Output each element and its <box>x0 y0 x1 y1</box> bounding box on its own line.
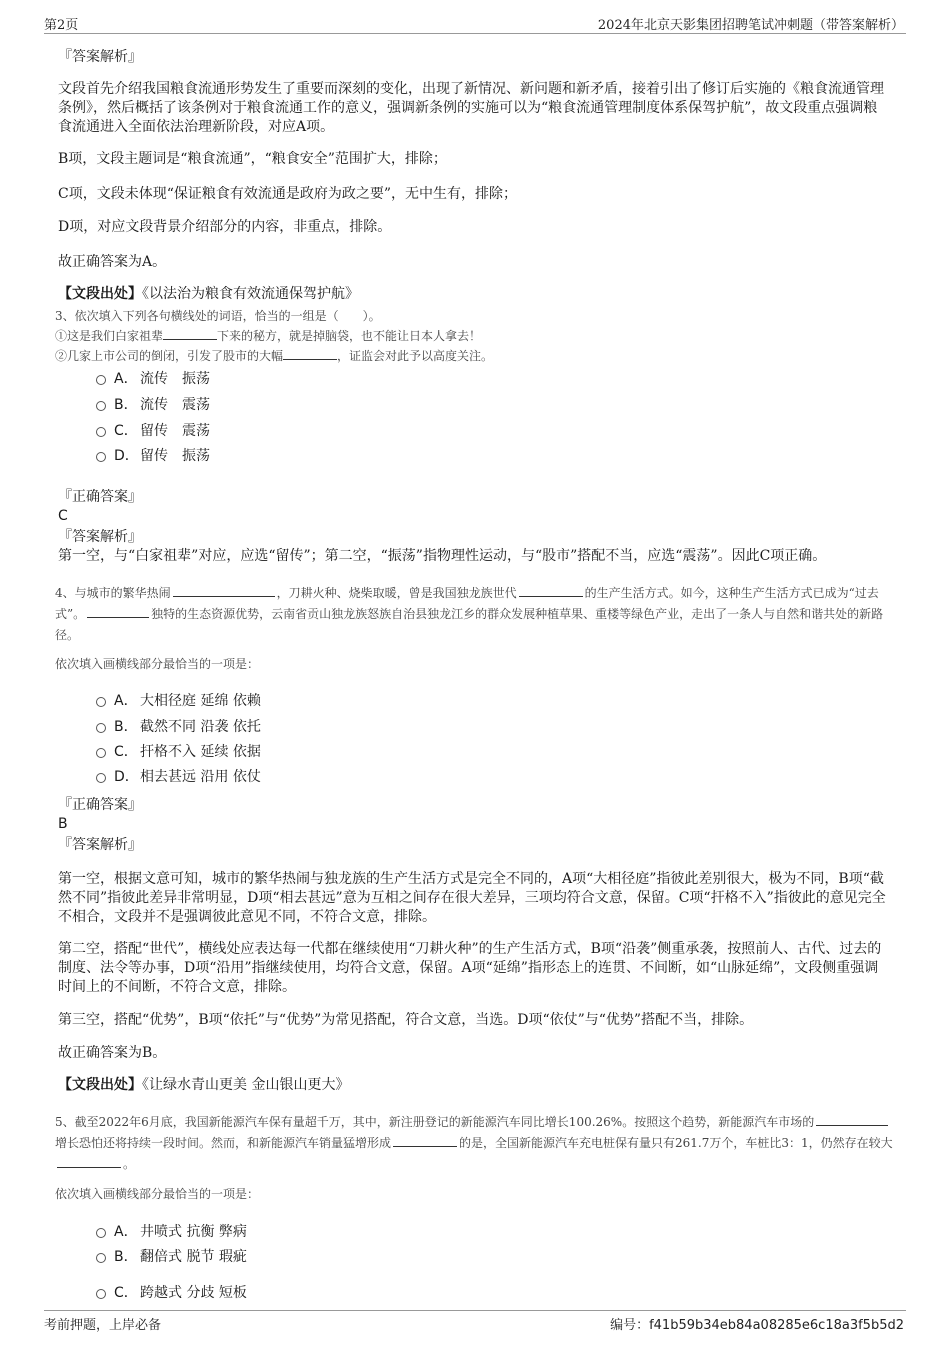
document-title: 2024年北京天影集团招聘笔试冲刺题（带答案解析） <box>597 18 904 33</box>
option-text: 相去甚远 沿用 依仗 <box>140 769 261 785</box>
option-a[interactable] <box>96 1223 247 1241</box>
question-instruction: 依次填入画横线部分最恰当的一项是： <box>55 657 260 671</box>
radio-button[interactable] <box>96 773 106 783</box>
option-text: 流传 振荡 <box>140 371 210 387</box>
option-text: 井喷式 抗衡 弊病 <box>140 1224 247 1240</box>
radio-button[interactable] <box>96 375 106 385</box>
analysis-paragraph: 文段首先介绍我国粮食流通形势发生了重要而深刻的变化，出现了新情况、新问题和新矛盾，接着引出了修订后实施的《粮食流通管理条例》，然后概括了该条例对于粮食流通工作的意义，强调新条例的实施可以为“粮食流通管理制度体系保驾护航”，故文段重点强调粮食流通进入全面依法治理新阶段，对应A项。 <box>58 81 884 135</box>
correct-answer: B <box>58 816 68 832</box>
analysis-label: 『答案解析』 <box>58 837 142 853</box>
option-c[interactable] <box>96 1284 247 1302</box>
header-divider <box>44 33 906 34</box>
option-letter: C． <box>114 744 138 760</box>
source-title: 《让绿水青山更美 金山银山更大》 <box>142 1077 350 1093</box>
conclusion: 故正确答案为A。 <box>58 254 167 270</box>
option-text: 留传 震荡 <box>140 423 210 439</box>
fill-blank <box>519 584 583 597</box>
analysis-paragraph: C项，文段未体现“保证粮食有效流通是政府为政之要”，无中生有，排除； <box>58 186 518 202</box>
stem-part: 独特的生态资源优势，云南省贡山独龙族怒族自治县独龙江乡的群众发展种植草果、重楼等绿色产业，走出了一条人与自然和谐共处的新路径。 <box>55 607 884 642</box>
option-a[interactable] <box>96 370 210 388</box>
source-label: 【文段出处】 <box>58 1077 142 1093</box>
option-d[interactable] <box>96 447 210 465</box>
option-text: 跨越式 分歧 短板 <box>140 1285 247 1301</box>
option-letter: A． <box>114 1224 138 1240</box>
question-stem: 3、依次填入下列各句横线处的词语，恰当的一组是（ ）。 <box>55 309 381 323</box>
fill-blank <box>816 1113 888 1126</box>
stem-part: ，刀耕火种、烧柴取暖，曾是我国独龙族世代 <box>276 586 517 600</box>
option-letter: B． <box>114 1249 138 1265</box>
option-b[interactable] <box>96 396 210 414</box>
option-d[interactable] <box>96 768 261 786</box>
option-text: 大相径庭 延绵 依赖 <box>140 693 261 709</box>
radio-button[interactable] <box>96 697 106 707</box>
radio-button[interactable] <box>96 723 106 733</box>
option-letter: D． <box>114 769 139 785</box>
analysis-paragraph: D项，对应文段背景介绍部分的内容，非重点，排除。 <box>58 219 392 235</box>
question-sentence <box>55 326 895 347</box>
option-text: 截然不同 沿袭 依托 <box>140 719 261 735</box>
option-letter: A． <box>114 693 138 709</box>
option-c[interactable] <box>96 422 210 440</box>
analysis-paragraph: 第一空，根据文意可知，城市的繁华热闹与独龙族的生产生活方式是完全不同的，A项“大相径庭”指彼此差别很大，极为不同，B项“截然不同”指彼此差异非常明显，D项“相去甚远”意为互相之间存在很大差异，三项均符合文意，保留。C项“扞格不入”指彼此的意见完全不相合，文段并不是强调彼此意见不同，不符合文意，排除。 <box>58 871 886 925</box>
radio-button[interactable] <box>96 1228 106 1238</box>
radio-button[interactable] <box>96 1289 106 1299</box>
sentence-part: ②几家上市公司的倒闭，引发了股市的大幅 <box>55 349 284 363</box>
option-a[interactable] <box>96 692 261 710</box>
question-stem <box>55 1112 895 1175</box>
document-id-label: 编号： <box>610 1318 650 1333</box>
question-instruction: 依次填入画横线部分最恰当的一项是： <box>55 1187 260 1201</box>
stem-part: 的生产生活方式。如今，这种生产生活方式已成为“过去式”。 <box>55 586 879 621</box>
radio-button[interactable] <box>96 1253 106 1263</box>
sentence-part: 下来的秘方，就是掉脑袋，也不能让日本人拿去！ <box>217 329 482 343</box>
option-b[interactable] <box>96 718 261 736</box>
source-title: 《以法治为粮食有效流通保驾护航》 <box>142 286 359 302</box>
fill-blank <box>173 584 275 597</box>
analysis-paragraph: B项，文段主题词是“粮食流通”，“粮食安全”范围扩大，排除； <box>58 151 447 167</box>
option-letter: D． <box>114 448 139 464</box>
analysis-label: 『答案解析』 <box>58 529 142 545</box>
question-sentence <box>55 346 895 367</box>
analysis-paragraph: 第三空，搭配“优势”，B项“依托”与“优势”为常见搭配，符合文意，当选。D项“依仗”与“优势”搭配不当，排除。 <box>58 1012 754 1028</box>
source-line <box>58 285 888 304</box>
option-letter: A． <box>114 371 138 387</box>
radio-button[interactable] <box>96 452 106 462</box>
footer-slogan: 考前押题，上岸必备 <box>44 1318 162 1333</box>
option-letter: B． <box>114 397 138 413</box>
option-text: 扞格不入 延续 依据 <box>140 744 261 760</box>
stem-part: 增长恐怕还将持续一段时间。然而，和新能源汽车销量猛增形成 <box>55 1136 392 1150</box>
document-id-code: f41b59b34eb84a08285e6c18a3f5b5d2 <box>649 1318 904 1333</box>
radio-button[interactable] <box>96 401 106 411</box>
footer-divider <box>44 1310 906 1311</box>
stem-part: 5、截至2022年6月底，我国新能源汽车保有量超千万，其中，新注册登记的新能源汽车同比增长100.26%。按照这个趋势，新能源汽车市场的 <box>55 1115 815 1129</box>
correct-answer-label: 『正确答案』 <box>58 797 142 813</box>
analysis-paragraph: 第一空，与“白家祖辈”对应，应选“留传”；第二空，“振荡”指物理性运动，与“股市”搭配不当，应选“震荡”。因此C项正确。 <box>58 548 827 564</box>
correct-answer: C <box>58 508 68 524</box>
stem-part: 的是，全国新能源汽车充电桩保有量只有261.7万个，车桩比3：1，仍然存在较大 <box>459 1136 893 1150</box>
option-letter: C． <box>114 1285 138 1301</box>
fill-blank <box>393 1134 457 1147</box>
fill-blank <box>87 605 149 618</box>
option-text: 留传 振荡 <box>140 448 210 464</box>
stem-part: 4、与城市的繁华热闹 <box>55 586 171 600</box>
page-number: 第2页 <box>44 18 79 33</box>
conclusion: 故正确答案为B。 <box>58 1045 167 1061</box>
analysis-label: 『答案解析』 <box>58 49 142 65</box>
source-line <box>58 1076 888 1095</box>
option-text: 翻倍式 脱节 瑕疵 <box>140 1249 247 1265</box>
correct-answer-label: 『正确答案』 <box>58 489 142 505</box>
stem-part: 。 <box>123 1157 136 1171</box>
option-letter: C． <box>114 423 138 439</box>
option-letter: B． <box>114 719 138 735</box>
sentence-part: ①这是我们白家祖辈 <box>55 329 164 343</box>
question-stem <box>55 583 895 646</box>
analysis-paragraph: 第二空，搭配“世代”，横线处应表达每一代都在继续使用“刀耕火种”的生产生活方式，B项“沿袭”侧重承袭，按照前人、古代、过去的制度、法令等办事，D项“沿用”指继续使用，均符合文意，保留。A项“延绵”指形态上的连贯、不间断，如“山脉延绵”，文段侧重强调时间上的不间断，不符合文意，排除。 <box>58 941 882 995</box>
option-c[interactable] <box>96 743 261 761</box>
fill-blank <box>57 1155 121 1168</box>
source-label: 【文段出处】 <box>58 286 142 302</box>
option-b[interactable] <box>96 1248 247 1266</box>
radio-button[interactable] <box>96 748 106 758</box>
document-id <box>610 1314 904 1333</box>
option-text: 流传 震荡 <box>140 397 210 413</box>
sentence-part: ，证监会对此予以高度关注。 <box>337 349 494 363</box>
fill-blank <box>163 327 217 340</box>
radio-button[interactable] <box>96 427 106 437</box>
fill-blank <box>283 347 337 360</box>
